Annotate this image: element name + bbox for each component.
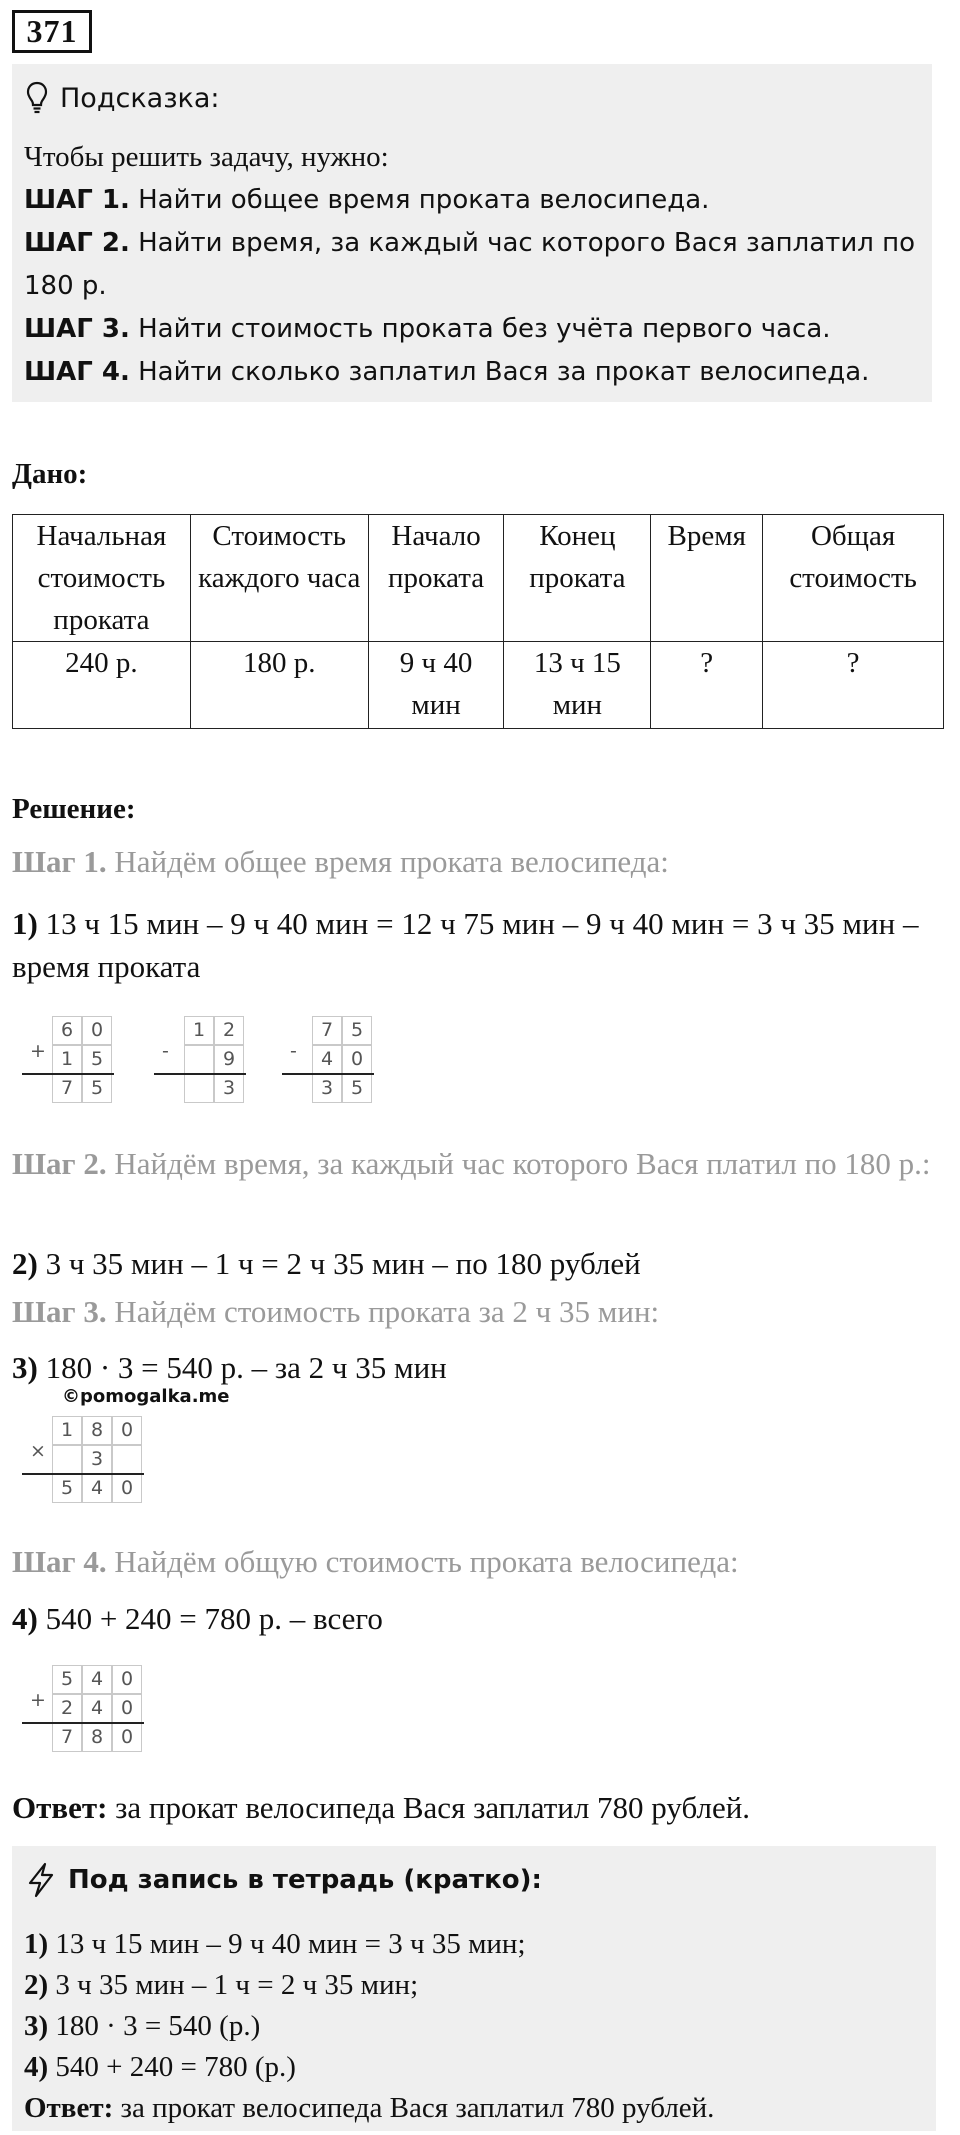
operation-sign: + <box>30 1689 46 1711</box>
digit: 3 <box>82 1445 112 1474</box>
step-4-heading <box>12 1540 942 1583</box>
notebook-box <box>12 1846 936 2131</box>
line-text: 180 · 3 = 540 (р.) <box>48 2010 261 2042</box>
hint-header <box>26 78 220 118</box>
digit: 8 <box>82 1416 112 1445</box>
digit: 7 <box>52 1074 82 1103</box>
hint-step-text: Найти стоимость проката без учёта первого часа. <box>129 314 831 344</box>
digit: 5 <box>52 1474 82 1503</box>
line-number: 2) <box>24 1969 49 2001</box>
operation-sign: - <box>162 1040 169 1062</box>
operation-sign: × <box>30 1440 46 1462</box>
hint-box <box>12 64 932 402</box>
digit: 5 <box>82 1045 112 1074</box>
digit: 1 <box>52 1045 82 1074</box>
step-label: Шаг 4. <box>12 1544 107 1579</box>
line-number: 1) <box>12 906 38 941</box>
digit <box>52 1445 82 1474</box>
digit <box>112 1445 142 1474</box>
table-cell: 240 р. <box>13 642 191 729</box>
lightbulb-icon <box>26 81 48 115</box>
digit: 0 <box>112 1665 142 1694</box>
digit: 0 <box>82 1016 112 1045</box>
column-multiply <box>22 1416 142 1503</box>
step-text: Найдём общее время проката велосипеда: <box>106 844 669 879</box>
digit: 8 <box>82 1723 112 1752</box>
operation-sign: - <box>290 1040 297 1062</box>
digit: 4 <box>82 1474 112 1503</box>
table-header-cell: Общая стоимость <box>763 515 944 642</box>
sum-line <box>22 1473 144 1475</box>
table-header-cell: Начало проката <box>368 515 504 642</box>
solution-line-2 <box>12 1242 942 1285</box>
table-row <box>13 642 944 729</box>
step-label: Шаг 3. <box>12 1294 107 1329</box>
line-text: 13 ч 15 мин – 9 ч 40 мин = 3 ч 35 мин; <box>48 1928 526 1960</box>
digit: 0 <box>112 1416 142 1445</box>
sum-line <box>154 1073 246 1075</box>
notebook-header <box>26 1860 542 1900</box>
line-text: 180 · 3 = 540 р. – за 2 ч 35 мин <box>37 1350 447 1385</box>
hint-step-label: ШАГ 3. <box>24 314 130 344</box>
answer <box>12 1790 750 1826</box>
task-number: 371 <box>12 10 92 53</box>
digit <box>184 1045 214 1074</box>
hint-step-text: Найти сколько заплатил Вася за прокат велосипеда. <box>129 357 870 387</box>
hint-step-label: ШАГ 4. <box>24 357 130 387</box>
step-3-heading <box>12 1290 942 1333</box>
table-cell: 13 ч 15 мин <box>504 642 651 729</box>
digit: 0 <box>342 1045 372 1074</box>
table-cell: ? <box>651 642 763 729</box>
table-cell: 180 р. <box>190 642 368 729</box>
line-number: 1) <box>24 1928 49 1960</box>
digit: 3 <box>214 1074 244 1103</box>
step-text: Найдём стоимость проката за 2 ч 35 мин: <box>106 1294 660 1329</box>
notebook-line-3 <box>24 2006 714 2047</box>
digit: 5 <box>82 1074 112 1103</box>
given-table <box>12 514 944 729</box>
digit: 2 <box>52 1694 82 1723</box>
table-header-cell: Стоимость каждого часа <box>190 515 368 642</box>
column-sub-1 <box>154 1016 244 1103</box>
digit: 6 <box>52 1016 82 1045</box>
step-text: Найдём время, за каждый час которого Вася платил по 180 р.: <box>106 1146 931 1181</box>
line-number: 4) <box>24 2051 49 2083</box>
digit: 5 <box>52 1665 82 1694</box>
line-text: 3 ч 35 мин – 1 ч = 2 ч 35 мин – по 180 рублей <box>37 1246 641 1281</box>
solution-line-1 <box>12 902 942 988</box>
hint-step-1 <box>24 179 924 222</box>
table-header-row <box>13 515 944 642</box>
hint-step-text: Найти общее время проката велосипеда. <box>129 185 710 215</box>
line-text: 3 ч 35 мин – 1 ч = 2 ч 35 мин; <box>48 1969 419 2001</box>
digit: 7 <box>52 1723 82 1752</box>
digit: 1 <box>184 1016 214 1045</box>
sum-line <box>22 1722 144 1724</box>
answer-text: за прокат велосипеда Вася заплатил 780 рублей. <box>107 1790 751 1825</box>
answer-label: Ответ: <box>12 1790 108 1825</box>
hint-step-2 <box>24 222 924 308</box>
table-header-cell: Конец проката <box>504 515 651 642</box>
digit: 4 <box>82 1665 112 1694</box>
table-cell: ? <box>763 642 944 729</box>
digit: 0 <box>112 1694 142 1723</box>
sum-line <box>282 1073 374 1075</box>
hint-step-text: Найти время, за каждый час которого Вася заплатил по 180 р. <box>24 228 916 301</box>
hint-intro: Чтобы решить задачу, нужно: <box>24 141 389 173</box>
step-text: Найдём общую стоимость проката велосипеда: <box>106 1544 739 1579</box>
digit: 5 <box>342 1074 372 1103</box>
line-number: 3) <box>24 2010 49 2042</box>
step-label: Шаг 2. <box>12 1146 107 1181</box>
notebook-answer <box>24 2088 714 2129</box>
hint-title: Подсказка: <box>60 82 220 114</box>
line-number: 3) <box>12 1350 38 1385</box>
watermark: ©pomogalka.me <box>62 1386 230 1407</box>
digit: 1 <box>52 1416 82 1445</box>
hint-body <box>24 136 924 394</box>
notebook-body <box>24 1924 714 2129</box>
answer-text: за прокат велосипеда Вася заплатил 780 рублей. <box>113 2092 715 2124</box>
digit: 7 <box>312 1016 342 1045</box>
table-header-cell: Начальная стоимость проката <box>13 515 191 642</box>
notebook-title: Под запись в тетрадь (кратко): <box>68 1865 542 1895</box>
digit <box>184 1074 214 1103</box>
line-text: 13 ч 15 мин – 9 ч 40 мин = 12 ч 75 мин – 9 ч 40 мин = 3 ч 35 мин – время проката <box>12 906 919 984</box>
notebook-line-4 <box>24 2047 714 2088</box>
notebook-line-2 <box>24 1965 714 2006</box>
hint-step-label: ШАГ 2. <box>24 228 130 258</box>
hint-step-4 <box>24 351 924 394</box>
line-text: 540 + 240 = 780 (р.) <box>48 2051 296 2083</box>
step-label: Шаг 1. <box>12 844 107 879</box>
solution-line-3 <box>12 1346 942 1389</box>
digit: 2 <box>214 1016 244 1045</box>
hint-step-label: ШАГ 1. <box>24 185 130 215</box>
digit: 4 <box>82 1694 112 1723</box>
step-1-heading <box>12 840 942 883</box>
digit: 9 <box>214 1045 244 1074</box>
digit: 3 <box>312 1074 342 1103</box>
solution-title: Решение: <box>12 793 136 825</box>
sum-line <box>22 1073 114 1075</box>
column-add-1 <box>22 1016 112 1103</box>
line-number: 4) <box>12 1601 38 1636</box>
digit: 0 <box>112 1723 142 1752</box>
table-header-cell: Время <box>651 515 763 642</box>
line-text: 540 + 240 = 780 р. – всего <box>37 1601 383 1636</box>
operation-sign: + <box>30 1040 46 1062</box>
notebook-line-1 <box>24 1924 714 1965</box>
given-title: Дано: <box>12 458 88 490</box>
column-add-2 <box>22 1665 142 1752</box>
digit: 4 <box>312 1045 342 1074</box>
digit: 0 <box>112 1474 142 1503</box>
solution-line-4 <box>12 1597 942 1640</box>
answer-label: Ответ: <box>24 2092 114 2124</box>
table-cell: 9 ч 40 мин <box>368 642 504 729</box>
digit: 5 <box>342 1016 372 1045</box>
column-sub-2 <box>282 1016 372 1103</box>
step-2-heading <box>12 1142 942 1185</box>
lightning-icon <box>26 1862 56 1898</box>
hint-step-3 <box>24 308 924 351</box>
line-number: 2) <box>12 1246 38 1281</box>
